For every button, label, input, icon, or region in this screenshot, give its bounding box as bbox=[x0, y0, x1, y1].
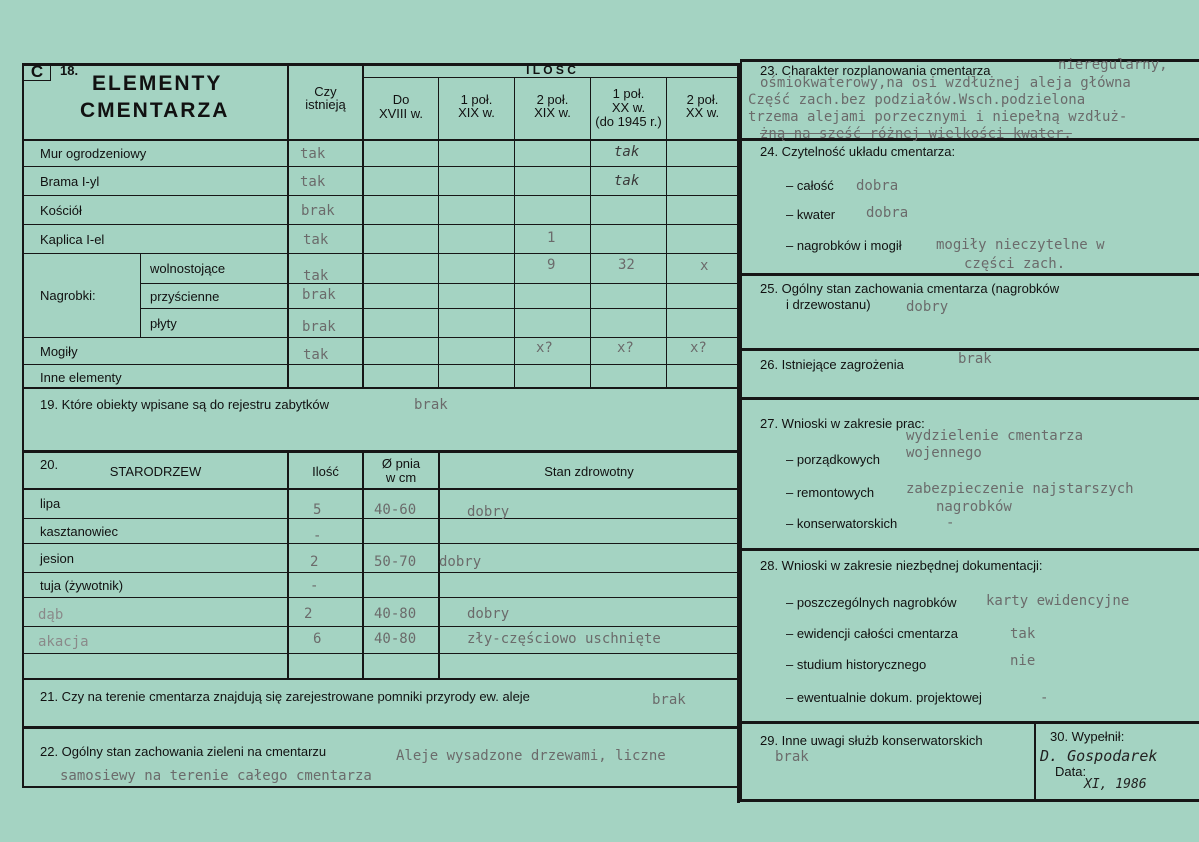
col-head-2-xx: 2 poł. bbox=[686, 92, 719, 107]
tree-qty-linden: 5 bbox=[313, 502, 322, 518]
row-label-freestanding: wolnostojące bbox=[150, 261, 226, 276]
tree-qty-ash: 2 bbox=[310, 554, 319, 570]
chapel-xix2: 1 bbox=[547, 230, 556, 246]
q28-project-label: – ewentualnie dokum. projektowej bbox=[786, 690, 982, 705]
row-label-gate: Brama I-yl bbox=[40, 174, 100, 189]
row-label-wall: Mur ogrodzeniowy bbox=[40, 146, 147, 161]
tree-state-acacia: zły-częściowo uschnięte bbox=[467, 631, 661, 647]
row-label-chapel: Kaplica I-el bbox=[40, 232, 105, 247]
tree-name-oak: dąb bbox=[38, 607, 64, 623]
graves-exists: tak bbox=[303, 347, 329, 363]
q24-quarters-value: dobra bbox=[866, 205, 909, 221]
exists-header-2: istnieją bbox=[305, 97, 346, 112]
col-head-1-xx-2: XX w. bbox=[611, 100, 646, 115]
q28-register-label: – ewidencji całości cmentarza bbox=[786, 626, 958, 641]
q25-label: 25. Ogólny stan zachowania cmentarza (nagrobków bbox=[760, 281, 1060, 296]
slabs-exists: brak bbox=[302, 319, 336, 335]
q28-individual-value: karty ewidencyjne bbox=[986, 593, 1130, 609]
row-label-wall-mounted: przyścienne bbox=[150, 289, 220, 304]
tree-diam-acacia: 40-80 bbox=[374, 631, 417, 647]
trees-diameter-unit: w cm bbox=[385, 470, 417, 485]
q24-quarters-label: – kwater bbox=[786, 207, 836, 222]
q23-label: 23. Charakter rozplanowania cmentarza bbox=[760, 63, 991, 78]
tree-name-ash: jesion bbox=[40, 551, 74, 566]
q27-label: 27. Wnioski w zakresie prac: bbox=[760, 416, 925, 431]
q22-value-line2: samosiewy na terenie całego cmentarza bbox=[60, 768, 372, 784]
trees-diameter-header: Ø pnia bbox=[381, 456, 421, 471]
row-label-graves: Mogiły bbox=[40, 344, 78, 359]
q28-label: 28. Wnioski w zakresie niezbędnej dokumentacji: bbox=[760, 558, 1043, 573]
row-label-slabs: płyty bbox=[150, 316, 177, 331]
q28-history-value: nie bbox=[1010, 653, 1036, 669]
tree-name-acacia: akacja bbox=[38, 634, 89, 650]
tree-name-thuja: tuja (żywotnik) bbox=[40, 578, 124, 593]
q24-label: 24. Czytelność układu cmentarza: bbox=[760, 144, 956, 159]
trees-header: STARODRZEW bbox=[109, 464, 202, 479]
section-letter: C bbox=[30, 62, 44, 81]
wall-xx1: tak bbox=[614, 144, 640, 160]
col-head-do-xviii-2: XVIII w. bbox=[378, 106, 424, 121]
graves-xix2: x? bbox=[536, 340, 553, 356]
row-label-other: Inne elementy bbox=[40, 370, 122, 385]
tree-qty-thuja: - bbox=[310, 578, 319, 594]
chapel-exists: tak bbox=[303, 232, 329, 248]
freestanding-xix2: 9 bbox=[547, 257, 556, 273]
q24-whole-label: – całość bbox=[786, 178, 834, 193]
tree-diam-oak: 40-80 bbox=[374, 606, 417, 622]
graves-xx1: x? bbox=[617, 340, 634, 356]
freestanding-xx2: x bbox=[700, 258, 709, 274]
q24-graves-label: – nagrobków i mogił bbox=[786, 238, 902, 253]
trees-number: 20. bbox=[40, 457, 59, 472]
q27-conservation-label: – konserwatorskich bbox=[786, 516, 898, 531]
q27-cleaning-value2: wojennego bbox=[906, 445, 982, 461]
q22-value-line1: Aleje wysadzone drzewami, liczne bbox=[396, 748, 666, 764]
col-head-1-xix: 1 poł. bbox=[460, 92, 493, 107]
q22-label: 22. Ogólny stan zachowania zieleni na cmentarzu bbox=[40, 744, 327, 759]
col-head-1-xx-3: (do 1945 r.) bbox=[595, 114, 662, 129]
q23-line2: ośmiokwaterowy,na osi wzdłużnej aleja główna bbox=[760, 75, 1131, 91]
q27-renovation-value2: nagrobków bbox=[936, 499, 1012, 515]
col-head-2-xix: 2 poł. bbox=[536, 92, 569, 107]
q30-date-value: XI, 1986 bbox=[1084, 777, 1147, 792]
trees-qty-header: Ilość bbox=[312, 464, 339, 479]
q26-label: 26. Istniejące zagrożenia bbox=[760, 357, 904, 372]
col-head-1-xix-2: XIX w. bbox=[458, 105, 495, 120]
wall-mounted-exists: brak bbox=[302, 287, 336, 303]
gate-exists: tak bbox=[300, 174, 326, 190]
q29-label: 29. Inne uwagi służb konserwatorskich bbox=[760, 733, 983, 748]
q28-individual-label: – poszczególnych nagrobków bbox=[786, 595, 957, 610]
q27-cleaning-label: – porządkowych bbox=[786, 452, 880, 467]
q27-renovation-value1: zabezpieczenie najstarszych bbox=[906, 481, 1134, 497]
row-label-tombstones: Nagrobki: bbox=[40, 288, 96, 303]
q23-line5: żną na sześć różnej wielkości kwater. bbox=[760, 126, 1072, 142]
trees-health-header: Stan zdrowotny bbox=[544, 464, 634, 479]
tree-state-linden: dobry bbox=[467, 504, 510, 520]
col-head-2-xx-2: XX w. bbox=[685, 105, 720, 120]
q27-renovation-label: – remontowych bbox=[786, 485, 875, 500]
tree-qty-acacia: 6 bbox=[313, 631, 322, 647]
col-head-do-xviii: Do bbox=[392, 92, 410, 107]
church-exists: brak bbox=[301, 203, 335, 219]
q23-line3: Część zach.bez podziałów.Wsch.podzielona bbox=[748, 92, 1086, 108]
col-head-1-xx: 1 poł. bbox=[612, 86, 645, 101]
q23-line1: nieregularny, bbox=[1058, 57, 1168, 73]
section-number: 18. bbox=[60, 63, 79, 78]
tree-name-chestnut: kasztanowiec bbox=[40, 524, 119, 539]
freestanding-exists: tak bbox=[303, 268, 329, 284]
q25-label-2: i drzewostanu) bbox=[786, 297, 871, 312]
q19-label: 19. Które obiekty wpisane są do rejestru zabytków bbox=[40, 397, 330, 412]
q30-label: 30. Wypełnił: bbox=[1050, 729, 1125, 744]
tree-qty-oak: 2 bbox=[304, 606, 313, 622]
q30-signature-name: D. Gospodarek bbox=[1040, 747, 1158, 765]
graves-xx2: x? bbox=[690, 340, 707, 356]
q26-value: brak bbox=[958, 351, 992, 367]
tree-diam-ash: 50-70 bbox=[374, 554, 417, 570]
q24-graves-value2: części zach. bbox=[964, 256, 1066, 272]
q25-value: dobry bbox=[906, 299, 949, 315]
section-title-line1: ELEMENTY bbox=[92, 72, 223, 95]
tree-qty-chestnut: - bbox=[313, 528, 322, 544]
wall-exists: tak bbox=[300, 146, 326, 162]
tree-diam-linden: 40-60 bbox=[374, 502, 417, 518]
row-label-church: Kościół bbox=[40, 203, 82, 218]
q27-cleaning-value1: wydzielenie cmentarza bbox=[906, 428, 1084, 444]
q21-value: brak bbox=[652, 692, 686, 708]
quantity-header: I L O Ś Ć bbox=[526, 63, 576, 77]
col-head-2-xix-2: XIX w. bbox=[534, 105, 571, 120]
tree-state-oak: dobry bbox=[467, 606, 510, 622]
q24-graves-value1: mogiły nieczytelne w bbox=[936, 237, 1105, 253]
tree-name-linden: lipa bbox=[40, 496, 61, 511]
q23-line4: trzema alejami porzecznymi i niepełną wzdłuż- bbox=[748, 109, 1128, 125]
tree-state-ash: dobry bbox=[439, 554, 482, 570]
q28-register-value: tak bbox=[1010, 626, 1036, 642]
q21-label: 21. Czy na terenie cmentarza znajdują się zarejestrowane pomniki przyrody ew. aleje bbox=[40, 689, 530, 704]
q29-value: brak bbox=[775, 749, 809, 765]
freestanding-xx1: 32 bbox=[618, 257, 635, 273]
exists-header: Czy bbox=[314, 84, 337, 99]
q28-history-label: – studium historycznego bbox=[786, 657, 927, 672]
section-title-line2: CMENTARZA bbox=[80, 99, 230, 122]
q28-project-value: - bbox=[1040, 690, 1049, 706]
q24-whole-value: dobra bbox=[856, 178, 899, 194]
gate-xx1: tak bbox=[614, 173, 640, 189]
q19-value: brak bbox=[414, 397, 448, 413]
q27-conservation-value: - bbox=[946, 515, 955, 531]
q30-date-label: Data: bbox=[1055, 764, 1087, 779]
